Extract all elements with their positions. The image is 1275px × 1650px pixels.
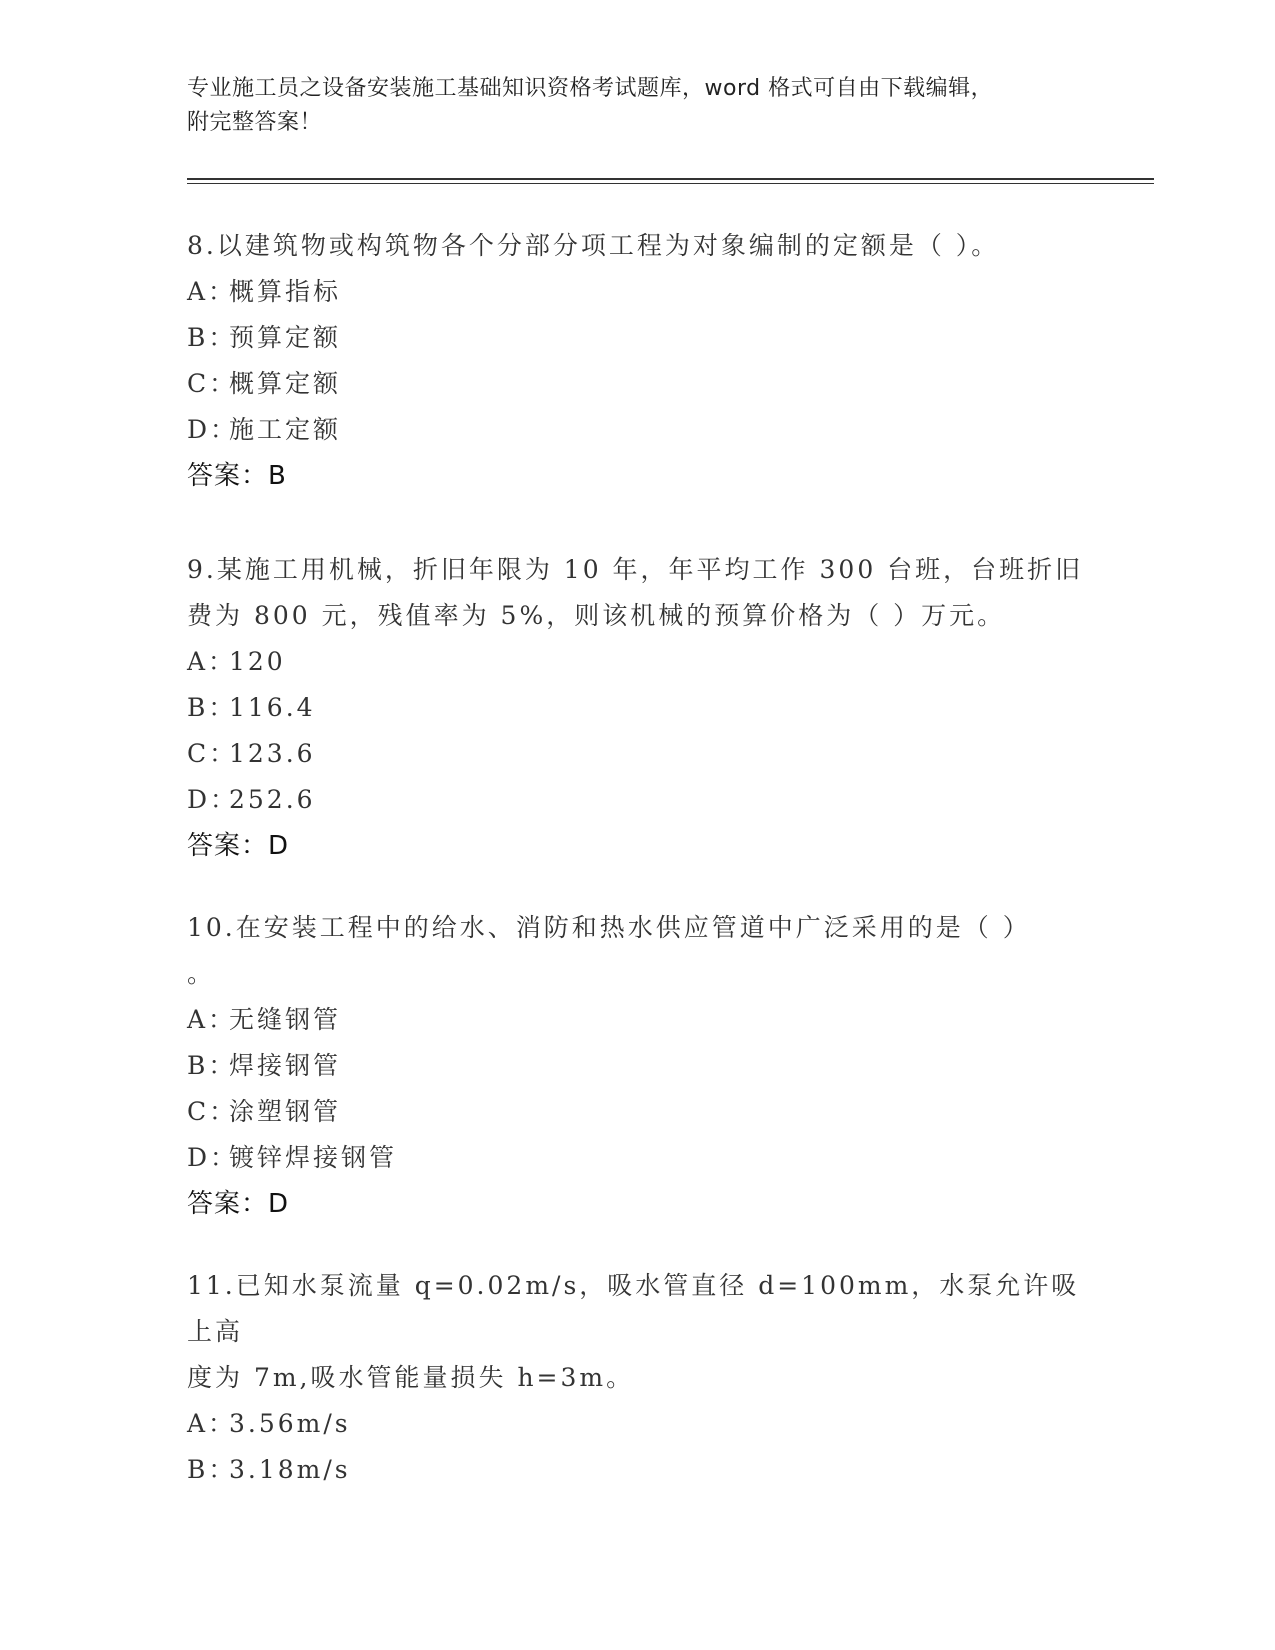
question-8	[187, 223, 1087, 499]
option-a	[187, 639, 1087, 685]
option-text: 116.4	[229, 693, 316, 722]
question-stem: 8.以建筑物或构筑物各个分部分项工程为对象编制的定额是（ ）。	[187, 231, 1000, 260]
option-text: 123.6	[229, 739, 316, 768]
option-text: 3.56m/s	[229, 1409, 351, 1438]
option-text: 镀锌焊接钢管	[229, 1143, 398, 1172]
option-a	[187, 269, 1087, 315]
option-b	[187, 315, 1087, 361]
option-key: B：	[187, 693, 237, 722]
option-text: 预算定额	[229, 323, 342, 352]
header-line-1: 专业施工员之设备安装施工基础知识资格考试题库，word 格式可自由下载编辑，	[187, 76, 994, 101]
question-stem-line-1: 10.在安装工程中的给水、消防和热水供应管道中广泛采用的是（ ）	[187, 913, 1031, 942]
option-key: C：	[187, 369, 238, 398]
option-d	[187, 407, 1087, 453]
option-key: A：	[187, 1005, 237, 1034]
option-b	[187, 1043, 1087, 1089]
option-text: 无缝钢管	[229, 1005, 342, 1034]
question-stem-line-2: 费为 800 元，残值率为 5%，则该机械的预算价格为（ ）万元。	[187, 601, 1006, 630]
option-key: C：	[187, 1097, 238, 1126]
header-line-2: 附完整答案！	[187, 110, 323, 135]
option-key: D：	[187, 415, 239, 444]
option-key: A：	[187, 647, 237, 676]
option-d	[187, 777, 1087, 823]
option-key: A：	[187, 1409, 237, 1438]
option-text: 3.18m/s	[229, 1455, 351, 1484]
question-stem-line-1: 9.某施工用机械，折旧年限为 10 年，年平均工作 300 台班，台班折旧	[187, 555, 1084, 584]
option-key: C：	[187, 739, 238, 768]
option-c	[187, 731, 1087, 777]
option-text: 252.6	[229, 785, 316, 814]
option-text: 120	[229, 647, 286, 676]
answer: 答案：D	[187, 831, 290, 861]
option-text: 概算定额	[229, 369, 342, 398]
question-stem-line-1: 11.已知水泵流量 q=0.02m/s，吸水管直径 d=100mm，水泵允许吸上高	[187, 1271, 1080, 1346]
option-b	[187, 1447, 1087, 1493]
option-text: 施工定额	[229, 415, 342, 444]
question-9	[187, 547, 1087, 869]
document-header	[187, 72, 1087, 140]
header-rule-thick	[187, 178, 1154, 180]
option-key: B：	[187, 1051, 237, 1080]
option-text: 涂塑钢管	[229, 1097, 342, 1126]
option-text: 概算指标	[229, 277, 342, 306]
option-key: D：	[187, 1143, 239, 1172]
answer: 答案：B	[187, 461, 287, 491]
option-c	[187, 1089, 1087, 1135]
question-stem-line-2: 度为 7m,吸水管能量损失 h=3m。	[187, 1363, 635, 1392]
question-stem-line-2: 。	[187, 959, 216, 988]
answer: 答案：D	[187, 1189, 290, 1219]
question-10	[187, 905, 1087, 1227]
option-key: D：	[187, 785, 239, 814]
option-a	[187, 1401, 1087, 1447]
option-a	[187, 997, 1087, 1043]
question-11	[187, 1263, 1087, 1493]
header-rule-thin	[187, 183, 1154, 184]
option-key: A：	[187, 277, 237, 306]
option-c	[187, 361, 1087, 407]
option-b	[187, 685, 1087, 731]
option-d	[187, 1135, 1087, 1181]
option-text: 焊接钢管	[229, 1051, 342, 1080]
option-key: B：	[187, 323, 237, 352]
option-key: B：	[187, 1455, 237, 1484]
